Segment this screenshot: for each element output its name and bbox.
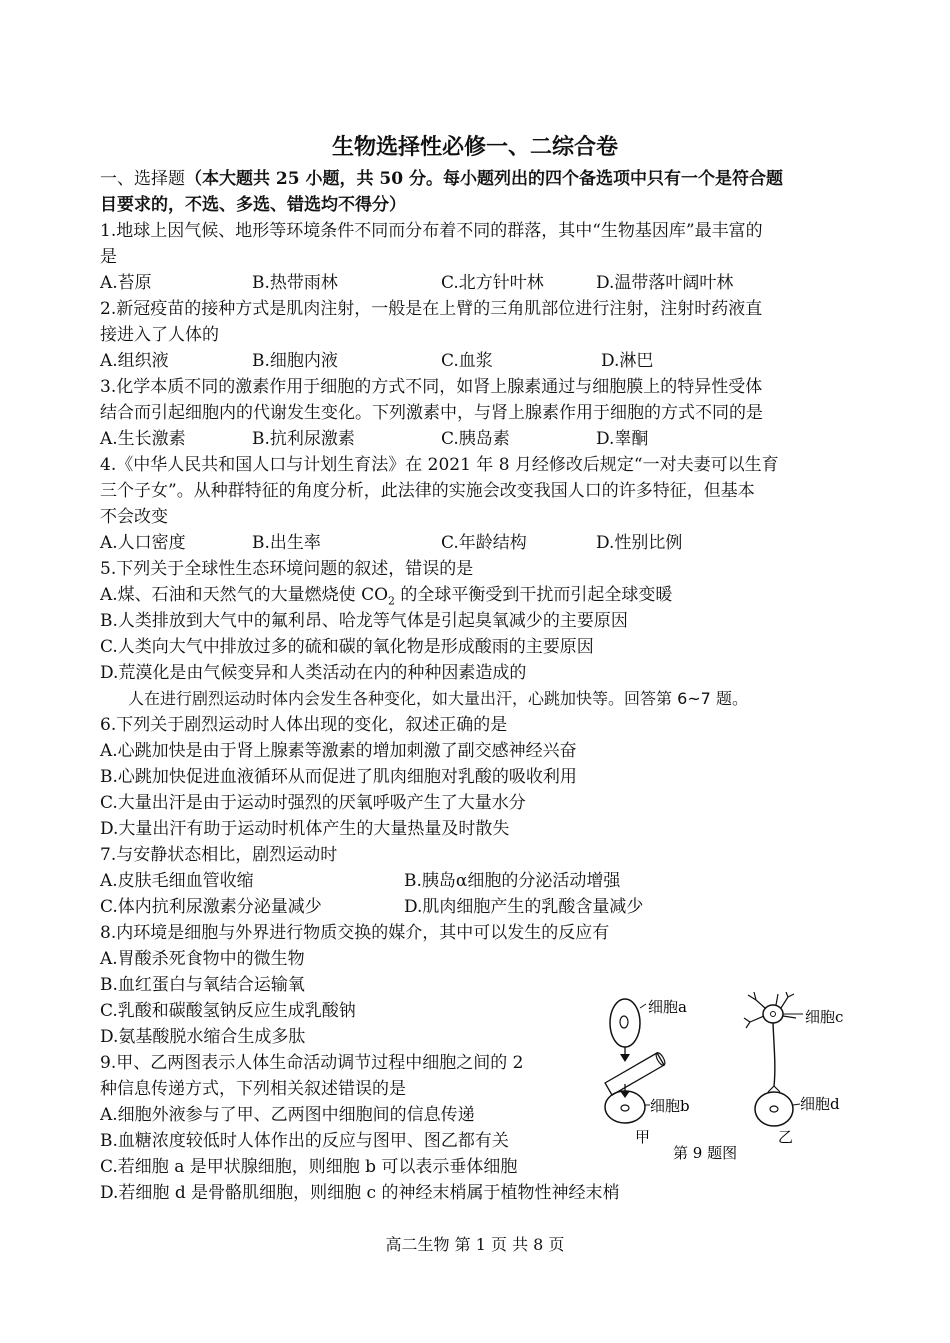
q6-option-a: A.心跳加快是由于肾上腺素等激素的增加刺激了副交感神经兴奋 [100,741,577,761]
cell-c-terminal [768,1086,780,1092]
q9-option-d: D.若细胞 d 是骨骼肌细胞，则细胞 c 的神经末梢属于植物性神经末梢 [100,1183,620,1203]
q7-option-c: C.体内抗利尿激素分泌量减少 [100,897,322,917]
q8-option-b: B.血红蛋白与氧结合运输氧 [100,975,305,995]
q5-a-post: 的全球平衡受到干扰而引起全球变暖 [395,585,673,605]
cell-b-label: 细胞b [650,1097,690,1115]
q9-stem-cont: 种信息传递方式，下列相关叙述错误的是 [100,1079,406,1099]
q9-figure [598,992,860,1172]
q7-option-a: A.皮肤毛细血管收缩 [100,871,254,891]
q4-option-b: B.出生率 [252,533,321,553]
q9-option-a: A.细胞外液参与了甲、乙两图中细胞间的信息传递 [100,1105,475,1125]
q1-stem: 1.地球上因气候、地形等环境条件不同而分布着不同的群落，其中“生物基因库”最丰富的 [100,221,763,241]
q3-stem: 3.化学本质不同的激素作用于细胞的方式不同，如肾上腺素通过与细胞膜上的特异性受体 [100,377,763,397]
cell-d-label: 细胞d [800,1095,840,1113]
page-footer: 高二生物 第 1 页 共 8 页 [385,1235,565,1254]
section-note-cont: 目要求的，不选、多选、错选均不得分） [100,195,406,215]
cell-a-shape [610,999,640,1047]
cell-a-nucleus [620,1016,628,1028]
q4-option-a: A.人口密度 [100,533,186,553]
blood-vessel [605,1051,667,1095]
q2-option-a: A.组织液 [100,351,169,371]
q8-option-a: A.胃酸杀死食物中的微生物 [100,949,305,969]
q6-option-d: D.大量出汗有助于运动时机体产生的大量热量及时散失 [100,819,510,839]
section-note: （本大题共 25 小题，共 50 分。每小题列出的四个备选项中只有一个是符合题 [185,169,783,189]
q7-option-d: D.肌肉细胞产生的乳酸含量减少 [404,897,644,917]
q5-option-d: D.荒漠化是由气候变异和人类活动在内的种种因素造成的 [100,663,527,683]
q6-option-c: C.大量出汗是由于运动时强烈的厌氧呼吸产生了大量水分 [100,793,526,813]
cell-d-shape [755,1092,793,1126]
q8-option-c: C.乳酸和碳酸氢钠反应生成乳酸钠 [100,1001,356,1021]
q7-stem: 7.与安静状态相比，剧烈运动时 [100,845,338,865]
q5-stem: 5.下列关于全球性生态环境问题的叙述，错误的是 [100,559,474,579]
q1-stem-cont: 是 [100,247,117,267]
q5-a-sub: 2 [388,594,396,608]
q1-option-a: A.苔原 [100,273,152,293]
q1-option-c: C.北方针叶林 [441,273,544,293]
q1-option-b: B.热带雨林 [252,273,338,293]
cell-c-body [763,1005,783,1023]
label-yi: 乙 [778,1128,794,1146]
q2-stem-cont: 接进入了人体的 [100,325,219,345]
cell-c-axon [773,1023,775,1086]
q7-option-b: B.胰岛α细胞的分泌活动增强 [404,871,621,891]
arrow-a-head [620,1054,630,1062]
q9-stem: 9.甲、乙两图表示人体生命活动调节过程中细胞之间的 2 [100,1053,524,1073]
label-jia: 甲 [635,1128,651,1146]
figure-caption: 第 9 题图 [673,1144,738,1162]
q8-option-d: D.氨基酸脱水缩合生成多肽 [100,1027,306,1047]
q3-option-b: B.抗利尿激素 [252,429,355,449]
q2-option-d: D.淋巴 [601,351,654,371]
q4-stem-cont2: 不会改变 [100,507,168,527]
q6-option-b: B.心跳加快促进血液循环从而促进了肌肉细胞对乳酸的吸收利用 [100,767,577,787]
cell-c-label: 细胞c [805,1008,844,1026]
q2-option-c: C.血浆 [441,351,493,371]
q9-option-c: C.若细胞 a 是甲状腺细胞，则细胞 b 可以表示垂体细胞 [100,1157,518,1177]
cell-d-pointer [793,1104,800,1105]
q8-stem: 8.内环境是细胞与外界进行物质交换的媒介，其中可以发生的反应有 [100,923,610,943]
section-heading: 一、选择题 [100,169,185,189]
cell-b-nucleus [621,1105,629,1111]
q3-stem-cont: 结合而引起细胞内的代谢发生变化。下列激素中，与肾上腺素作用于细胞的方式不同的是 [100,403,763,423]
cell-d-nucleus [770,1106,778,1112]
cell-a-label: 细胞a [648,998,687,1016]
arrow-b-head [620,1091,630,1098]
q5-option-c: C.人类向大气中排放过多的硫和碳的氧化物是形成酸雨的主要原因 [100,637,594,657]
q1-option-d: D.温带落叶阔叶林 [596,273,734,293]
cell-c-nucleus [771,1012,776,1017]
q3-option-c: C.胰岛素 [441,429,510,449]
q6-stem: 6.下列关于剧烈运动时人体出现的变化，叙述正确的是 [100,715,508,735]
q2-option-b: B.细胞内液 [252,351,338,371]
cell-a-pointer [640,1004,646,1008]
q4-stem-cont: 三个子女”。从种群特征的角度分析，此法律的实施会改变我国人口的许多特征，但基本 [100,481,755,501]
q3-option-a: A.生长激素 [100,429,186,449]
q9-option-b: B.血糖浓度较低时人体作出的反应与图甲、图乙都有关 [100,1131,509,1151]
q5-a-pre: A.煤、石油和天然气的大量燃烧使 CO [100,585,389,605]
q4-stem: 4.《中华人民共和国人口与计划生育法》在 2021 年 8 月经修改后规定“一对夫妻可以生育 [100,455,779,475]
section-header [100,166,783,192]
q5-option-b: B.人类排放到大气中的氟利昂、哈龙等气体是引起臭氧减少的主要原因 [100,611,628,631]
page-title: 生物选择性必修一、二综合卷 [331,134,618,160]
q2-stem: 2.新冠疫苗的接种方式是肌肉注射，一般是在上臂的三角肌部位进行注射，注射时药液直 [100,299,763,319]
q6-7-intro: 人在进行剧烈运动时体内会发生各种变化，如大量出汗，心跳加快等。回答第 6~7 题。 [128,689,748,708]
q4-option-d: D.性别比例 [596,533,683,553]
q3-option-d: D.睾酮 [596,429,649,449]
q4-option-c: C.年龄结构 [441,533,527,553]
